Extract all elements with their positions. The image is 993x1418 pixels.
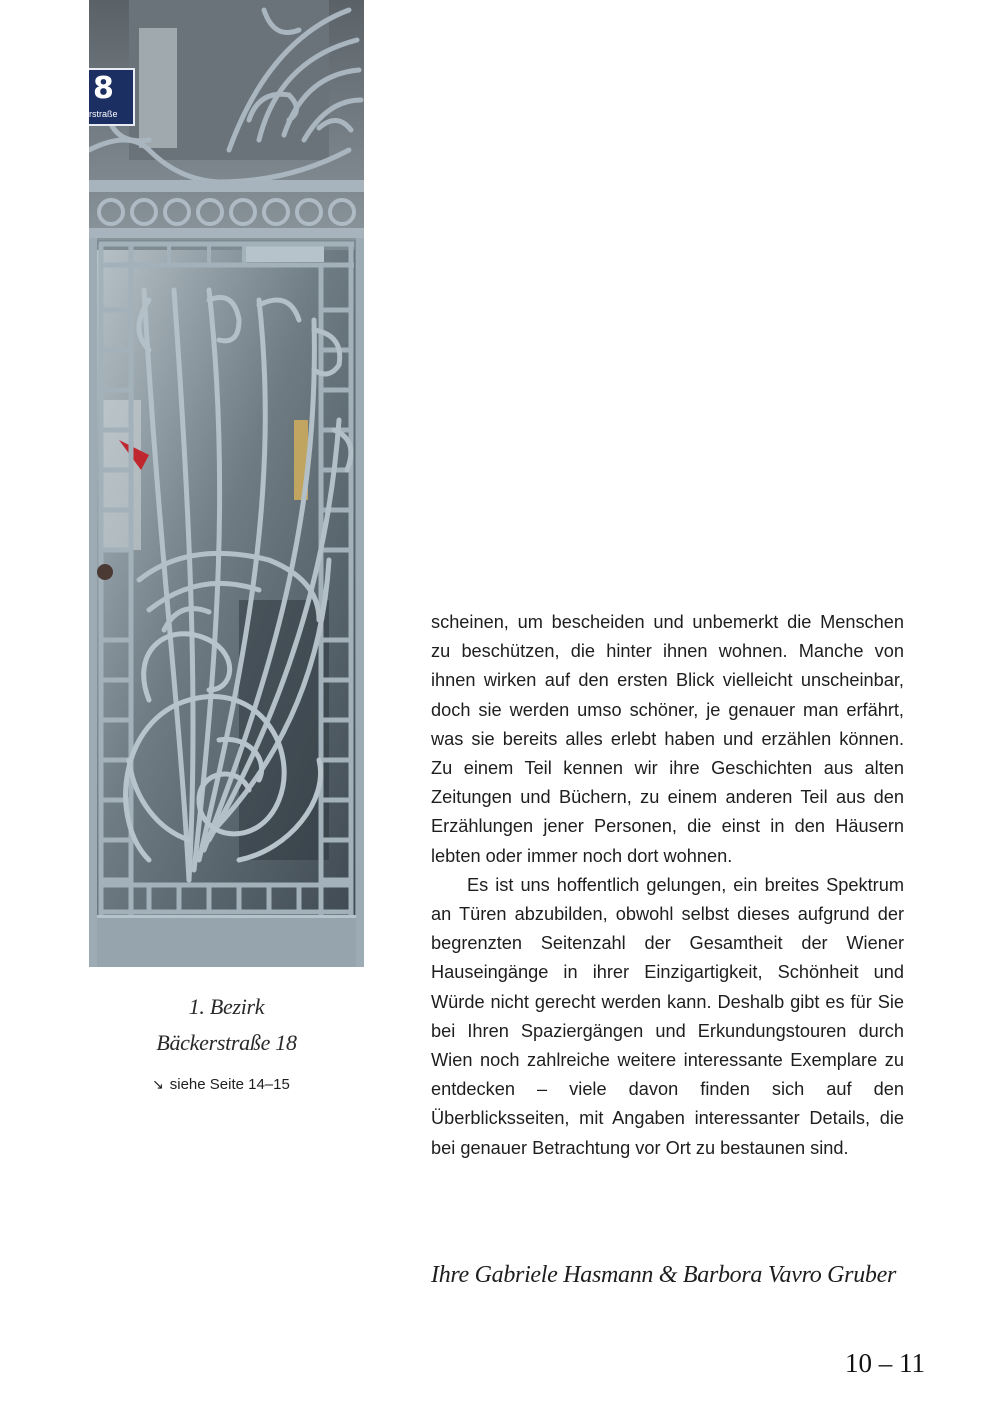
caption-street: Bäckerstraße 18 — [156, 1030, 297, 1055]
body-text — [431, 608, 904, 1163]
signature: Ihre Gabriele Hasmann & Barbora Vavro Gruber — [431, 1262, 896, 1288]
street-sign-number: 8 — [93, 71, 114, 106]
page-numbers: 10 – 11 — [845, 1348, 925, 1378]
see-page-text: siehe Seite 14–15 — [169, 1076, 290, 1093]
street-sign — [89, 68, 135, 126]
body-paragraph-1: scheinen, um bescheiden und unbemerkt die Menschen zu beschützen, die hinter ihnen wohnen. Manche von ihnen wirken auf den ersten Blick vielleicht unscheinbar, doch sie werden umso schöner, je genauer man erfährt, was sie bereits alles erlebt haben und erzählen können. Zu einem Teil kennen wir ihre Geschichten aus alten Zeitungen und Büchern, zu einem anderen Teil aus den Erzählungen jener Personen, die einst in den Häusern lebten oder immer noch dort wohnen. — [431, 612, 904, 866]
door-photo — [89, 0, 364, 967]
see-page-reference[interactable] — [152, 1076, 290, 1093]
door-illustration — [89, 0, 364, 967]
caption-district: 1. Bezirk — [188, 994, 265, 1019]
street-sign-name: rstraße — [89, 109, 118, 119]
arrow-down-right-icon: ↘ — [152, 1077, 164, 1093]
body-paragraph-2: Es ist uns hoffentlich gelungen, ein breites Spektrum an Türen abzubilden, obwohl selbst dieses aufgrund der begrenzten Seitenzahl der Gesamtheit der Wiener Hauseingänge in ihrer Einzigartigkeit, Schönheit und Würde nicht gerecht werden kann. Deshalb gibt es für Sie bei Ihren Spaziergängen und Erkundungstouren durch Wien noch zahlreiche weitere interessante Exemplare zu entdecken – viele davon finden sich auf den Überblicksseiten, mit Angaben interessanter Details, die bei genauer Betrachtung vor Ort zu bestaunen sind. — [431, 874, 904, 1158]
